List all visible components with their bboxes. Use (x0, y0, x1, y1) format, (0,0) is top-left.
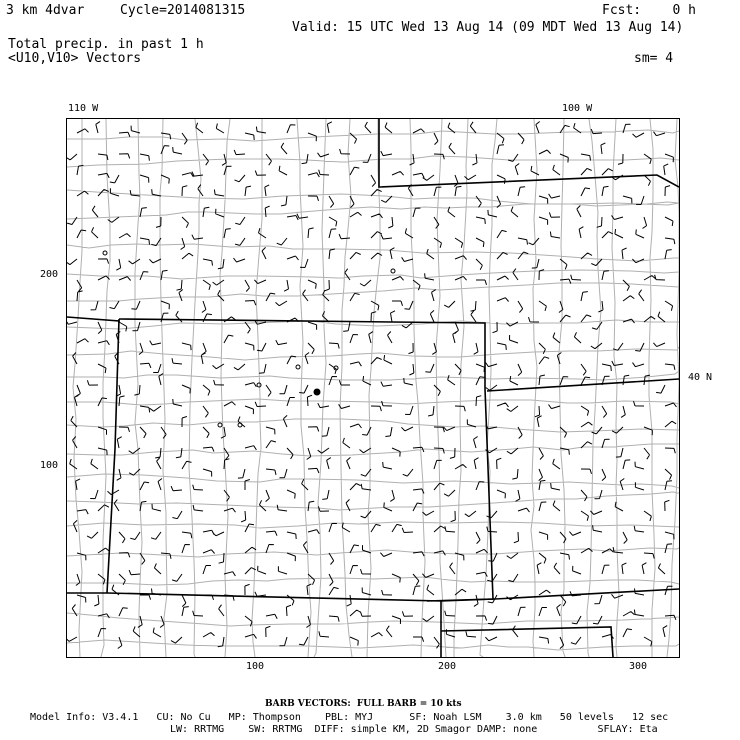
county-line (67, 119, 679, 657)
forecast-hour: Fcst: 0 h (602, 3, 696, 18)
station-marker (103, 251, 107, 255)
map-canvas (67, 119, 679, 657)
x-tick-label: 300 (629, 661, 648, 672)
station-marker (238, 423, 242, 427)
lon-label-100w: 100 W (562, 103, 593, 114)
state-border (107, 319, 119, 593)
station-marker (257, 383, 261, 387)
station-marker (218, 423, 222, 427)
cycle-label: Cycle=2014081315 (120, 3, 246, 18)
lat-label-40n: 40 N (688, 372, 713, 383)
station-marker (391, 269, 395, 273)
y-tick-label: 200 (40, 269, 59, 280)
model-info-line1: Model Info: V3.4.1 CU: No Cu MP: Thompson PBL: MYJ SF: Noah LSM 3.0 km 50 levels 12 sec (30, 712, 669, 723)
y-tick-label: 100 (40, 460, 59, 471)
field-title: Total precip. in past 1 h (8, 37, 204, 52)
model-name: 3 km 4dvar (6, 3, 85, 18)
vector-title: <U10,V10> Vectors (8, 51, 142, 66)
valid-time: Valid: 15 UTC Wed 13 Aug 14 (09 MDT Wed 13 Aug 14) (292, 20, 684, 35)
state-boundaries (67, 119, 679, 657)
model-info-line2: LW: RRTMG SW: RRTMG DIFF: simple KM, 2D Smagor DAMP: none SFLAY: Eta (170, 724, 658, 735)
barb-legend: BARB VECTORS: FULL BARB = 10 kts (265, 699, 462, 709)
county-boundaries (67, 119, 679, 657)
city-marker (314, 389, 321, 396)
x-tick-label: 200 (438, 661, 457, 672)
state-border (67, 589, 679, 601)
station-marker (296, 365, 300, 369)
map-panel (66, 118, 680, 658)
smoothing-label: sm= 4 (634, 51, 674, 66)
lon-label-110w: 110 W (68, 103, 99, 114)
x-tick-label: 100 (246, 661, 265, 672)
